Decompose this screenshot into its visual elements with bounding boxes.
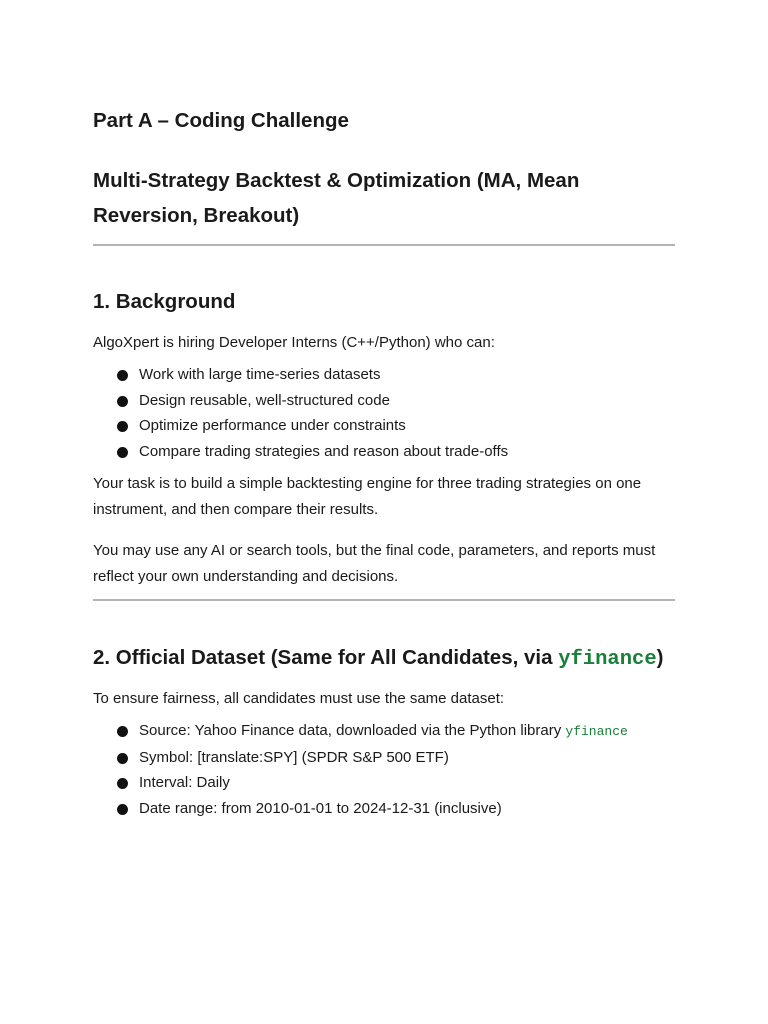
list-item xyxy=(93,413,508,439)
list-item xyxy=(93,718,628,745)
part-heading: Part A – Coding Challenge xyxy=(93,109,349,132)
list-item-text: Interval: Daily xyxy=(139,774,230,792)
list-item-text: Date range: from 2010-01-01 to 2024-12-31 (inclusive) xyxy=(139,800,502,818)
list-item xyxy=(93,796,628,822)
task-paragraph: Your task is to build a simple backtesting engine for three trading strategies on one instrument, and then compare their results. xyxy=(93,475,642,518)
dataset-intro: To ensure fairness, all candidates must use the same dataset: xyxy=(93,690,505,707)
list-item xyxy=(93,745,628,771)
list-item xyxy=(93,770,628,796)
dataset-list xyxy=(93,718,628,822)
divider-1 xyxy=(93,244,675,246)
bullet-icon xyxy=(117,421,128,432)
bullet-icon xyxy=(117,804,128,815)
section-2-heading-code: yfinance xyxy=(558,648,657,671)
list-item xyxy=(93,439,508,465)
list-item-text: Work with large time-series datasets xyxy=(139,366,381,383)
bullet-icon xyxy=(117,447,128,458)
list-item-text: Compare trading strategies and reason about trade-offs xyxy=(139,443,509,461)
bullet-icon xyxy=(117,753,128,764)
background-intro: AlgoXpert is hiring Developer Interns (C++/Python) who can: xyxy=(93,334,495,351)
list-item-text: Symbol: [translate:SPY] (SPDR S&P 500 ETF) xyxy=(139,748,449,766)
bullet-icon xyxy=(117,778,128,789)
list-item-text: Optimize performance under constraints xyxy=(139,417,406,435)
skills-list xyxy=(93,362,508,465)
list-item-text: Design reusable, well-structured code xyxy=(139,391,390,409)
bullet-icon xyxy=(117,370,128,381)
section-2-heading-suffix: ) xyxy=(656,646,664,669)
list-item-text: Source: Yahoo Finance data, downloaded via the Python library xyxy=(139,722,566,739)
bullet-icon xyxy=(117,396,128,407)
list-item xyxy=(93,362,508,388)
divider-2 xyxy=(93,599,675,601)
ai-policy-paragraph: You may use any AI or search tools, but the final code, parameters, and reports must reflect your own understanding and decisions. xyxy=(93,542,656,585)
section-2-heading-text: 2. Official Dataset (Same for All Candidates, via xyxy=(93,646,559,669)
section-2-heading xyxy=(93,644,663,674)
inline-code: yfinance xyxy=(565,724,628,739)
bullet-icon xyxy=(117,726,128,737)
list-item xyxy=(93,388,508,414)
document-title: Multi-Strategy Backtest & Optimization (MA, Mean Reversion, Breakout) xyxy=(93,169,580,227)
section-1-heading: 1. Background xyxy=(93,290,236,313)
